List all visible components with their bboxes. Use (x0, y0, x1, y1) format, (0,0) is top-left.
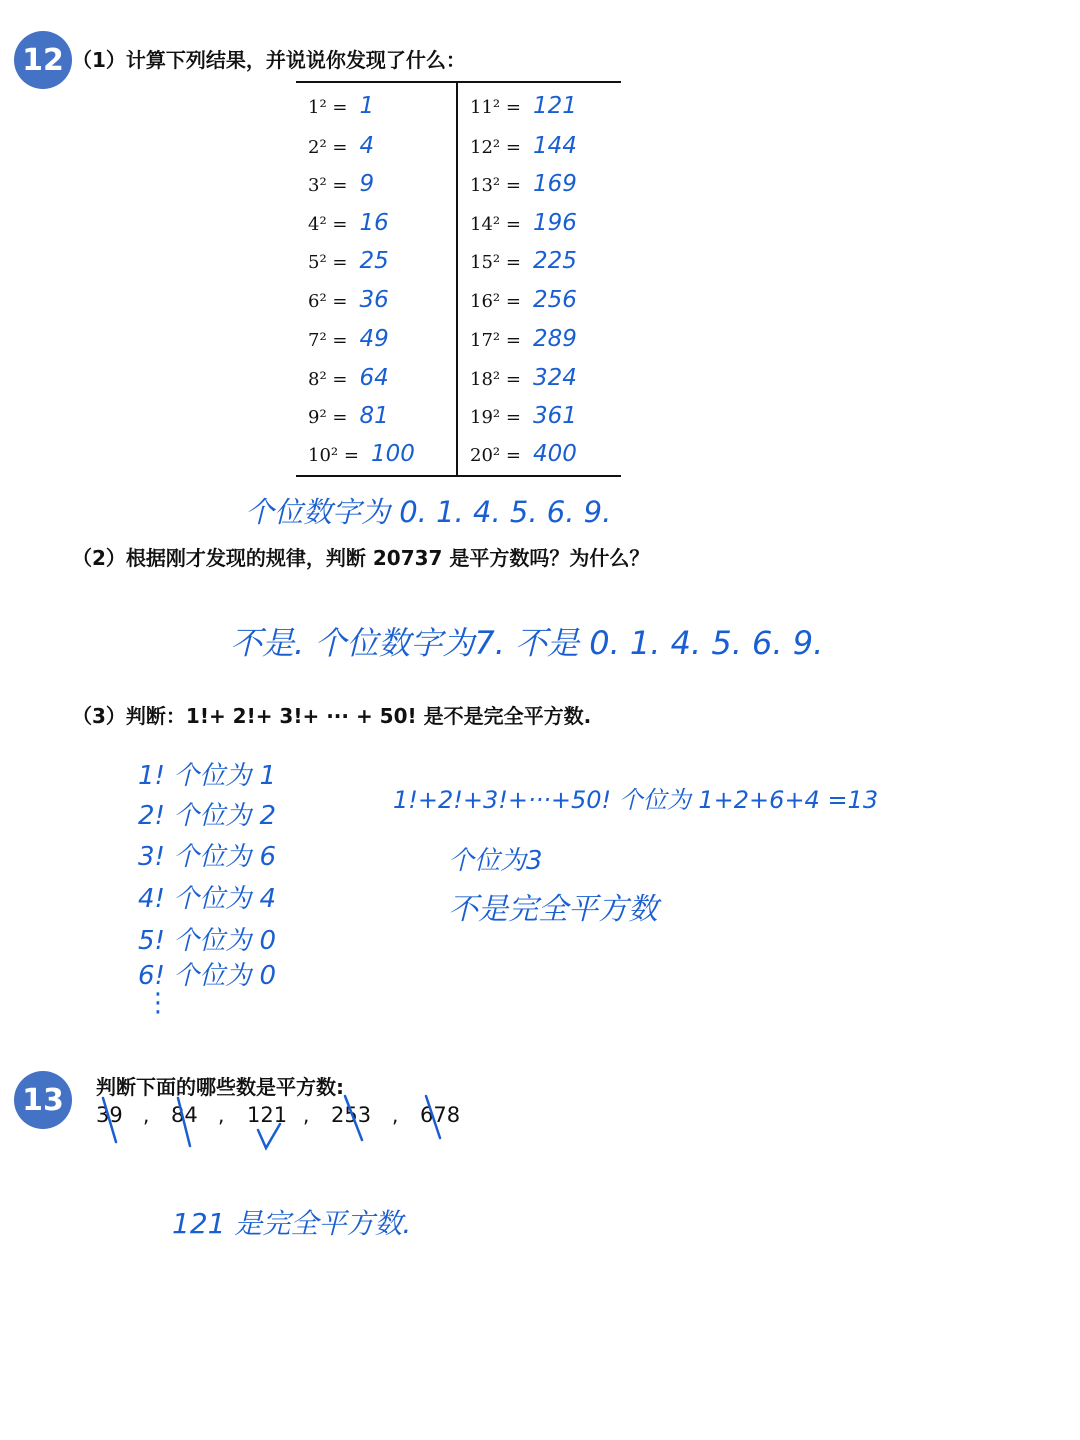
square-answer-handwritten: 324 (532, 365, 577, 391)
square-answer-handwritten: 144 (532, 133, 577, 159)
part3-list-item: 6! 个位为 0 (138, 961, 277, 991)
square-answer-handwritten: 81 (359, 403, 389, 429)
square-expression: 11² = (470, 97, 521, 118)
square-expression: 19² = (470, 407, 521, 428)
part3-list-item: 3! 个位为 6 (138, 842, 277, 872)
square-answer-handwritten: 49 (359, 326, 389, 352)
square-answer-handwritten: 196 (532, 210, 577, 236)
check-mark (258, 1124, 280, 1148)
q13-answer-handwritten: 121 是完全平方数. (172, 1207, 412, 1240)
square-answer-handwritten: 16 (359, 210, 389, 236)
square-answer-handwritten: 1 (359, 93, 375, 119)
part3-list-item: 4! 个位为 4 (138, 884, 277, 914)
part2-title: （2）根据刚才发现的规律，判断 20737 是平方数吗？为什么？ (72, 546, 650, 570)
question-badge-12: 12 (14, 31, 72, 89)
square-expression: 3² = (308, 175, 348, 196)
q13-title: 判断下面的哪些数是平方数: (96, 1075, 344, 1099)
square-answer-handwritten: 9 (359, 171, 375, 197)
strike-mark (426, 1096, 440, 1138)
square-answer-handwritten: 121 (532, 93, 577, 119)
q13-number: 39 (96, 1103, 123, 1127)
part3-title: （3）判断：1!+ 2!+ 3!+ ··· + 50! 是不是完全平方数. (72, 704, 592, 728)
square-answer-handwritten: 64 (359, 365, 389, 391)
strike-mark (103, 1098, 116, 1142)
part3-list-item: 2! 个位为 2 (138, 801, 277, 831)
square-expression: 2² = (308, 137, 348, 158)
square-expression: 6² = (308, 291, 348, 312)
square-expression: 14² = (470, 214, 521, 235)
square-expression: 18² = (470, 369, 521, 390)
square-answer-handwritten: 400 (532, 441, 577, 467)
finding-handwritten: 个位数字为 0. 1. 4. 5. 6. 9. (245, 495, 612, 529)
square-answer-handwritten: 225 (532, 248, 577, 274)
q13-number: 678 (420, 1103, 461, 1127)
square-expression: 5² = (308, 252, 348, 273)
part3-sum-handwritten: 1!+2!+3!+···+50! 个位为 1+2+6+4 =13 (393, 786, 879, 814)
square-expression: 1² = (308, 97, 348, 118)
square-expression: 10² = (308, 445, 359, 466)
strike-mark (345, 1096, 362, 1140)
part3-list-item: ⋮ (145, 988, 171, 1018)
square-answer-handwritten: 100 (370, 441, 415, 467)
square-expression: 9² = (308, 407, 348, 428)
question-badge-13: 13 (14, 1071, 72, 1129)
q13-comma: , (218, 1103, 225, 1127)
part2-answer-handwritten: 不是. 个位数字为7. 不是 0. 1. 4. 5. 6. 9. (230, 624, 824, 662)
square-answer-handwritten: 289 (532, 326, 577, 352)
part1-title: （1）计算下列结果，并说说你发现了什么： (72, 48, 466, 72)
square-expression: 8² = (308, 369, 348, 390)
q13-comma: , (303, 1103, 310, 1127)
square-expression: 15² = (470, 252, 521, 273)
square-expression: 13² = (470, 175, 521, 196)
square-expression: 16² = (470, 291, 521, 312)
square-answer-handwritten: 169 (532, 171, 577, 197)
part3-conclusion-handwritten: 不是完全平方数 (448, 892, 658, 927)
square-answer-handwritten: 4 (359, 133, 375, 159)
square-answer-handwritten: 36 (359, 287, 389, 313)
q13-number: 253 (331, 1103, 372, 1127)
square-expression: 17² = (470, 330, 521, 351)
square-answer-handwritten: 25 (359, 248, 389, 274)
part3-list-item: 5! 个位为 0 (138, 926, 277, 956)
q13-number: 121 (247, 1103, 288, 1127)
square-expression: 4² = (308, 214, 348, 235)
square-expression: 12² = (470, 137, 521, 158)
q13-comma: , (392, 1103, 399, 1127)
square-expression: 7² = (308, 330, 348, 351)
square-answer-handwritten: 361 (532, 403, 577, 429)
part3-unit-handwritten: 个位为3 (448, 846, 543, 876)
q13-number: 84 (171, 1103, 198, 1127)
square-expression: 20² = (470, 445, 521, 466)
square-answer-handwritten: 256 (532, 287, 577, 313)
part3-list-item: 1! 个位为 1 (138, 761, 277, 791)
q13-comma: , (143, 1103, 150, 1127)
strike-mark (178, 1098, 190, 1146)
